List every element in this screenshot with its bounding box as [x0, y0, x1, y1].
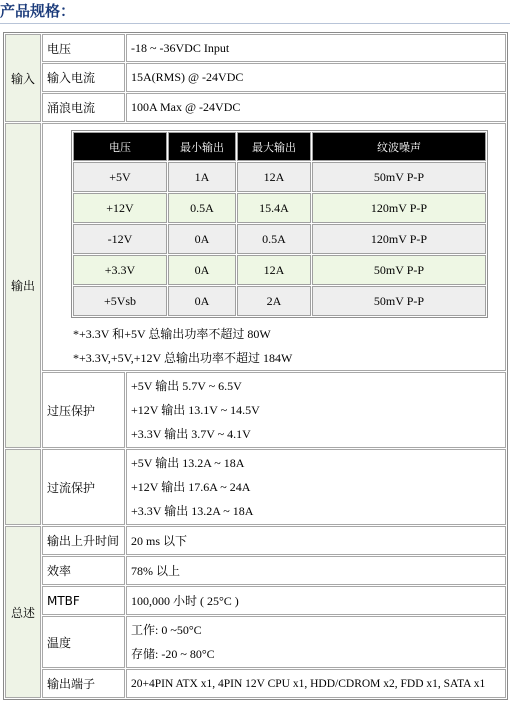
col-header-voltage: 电压	[73, 132, 167, 161]
output-note: *+3.3V 和+5V 总输出功率不超过 80W	[73, 327, 271, 341]
section-general: 总述	[5, 526, 41, 698]
output-row	[73, 255, 486, 285]
spec-label: 输出上升时间	[42, 526, 125, 555]
spec-value: 100,000 小时 ( 25°C )	[126, 586, 506, 615]
ocp-line: +5V 输出 13.2A ~ 18A	[131, 456, 245, 470]
temp-line: 工作: 0 ~50°C	[131, 623, 202, 637]
section-ocp-blank	[5, 449, 41, 525]
spec-value: 20+4PIN ATX x1, 4PIN 12V CPU x1, HDD/CDROM x2, FDD x1, SATA x1	[126, 669, 506, 698]
output-header-row	[73, 132, 486, 161]
spec-label: 涌浪电流	[42, 93, 125, 122]
output-cell: +5Vsb	[73, 286, 167, 316]
spec-label: 输出端子	[42, 669, 125, 698]
spec-row	[5, 372, 506, 448]
section-input: 输入	[5, 34, 41, 122]
output-cell: +3.3V	[73, 255, 167, 285]
output-cell: -12V	[73, 224, 167, 254]
output-cell: 50mV P-P	[312, 286, 486, 316]
spec-row	[5, 449, 506, 525]
output-row	[73, 162, 486, 192]
spec-label: 电压	[42, 34, 125, 62]
output-cell: 50mV P-P	[312, 255, 486, 285]
spec-label: 输入电流	[42, 63, 125, 92]
section-output: 输出	[5, 123, 41, 448]
temp-line: 存储: -20 ~ 80°C	[131, 647, 215, 661]
output-table-cell	[42, 123, 506, 371]
spec-row	[5, 669, 506, 698]
output-cell: 0.5A	[168, 193, 236, 223]
col-header-max: 最大输出	[237, 132, 311, 161]
spec-row	[5, 93, 506, 122]
spec-label: 过压保护	[42, 372, 125, 448]
spec-label: MTBF	[42, 586, 125, 615]
ocp-line: +3.3V 输出 13.2A ~ 18A	[131, 504, 254, 518]
col-header-min: 最小输出	[168, 132, 236, 161]
spec-value: 100A Max @ -24VDC	[126, 93, 506, 122]
ovp-line: +3.3V 输出 3.7V ~ 4.1V	[131, 427, 251, 441]
spec-label: 温度	[42, 616, 125, 668]
spec-value	[126, 372, 506, 448]
output-notes	[73, 322, 505, 370]
spec-label: 过流保护	[42, 449, 125, 525]
spec-table	[3, 32, 508, 700]
page-title: 产品规格：	[0, 2, 76, 20]
output-cell: 1A	[168, 162, 236, 192]
output-cell: 12A	[237, 162, 311, 192]
output-cell: 0.5A	[237, 224, 311, 254]
output-cell: 120mV P-P	[312, 224, 486, 254]
output-cell: 0A	[168, 255, 236, 285]
col-header-ripple: 纹波噪声	[312, 132, 486, 161]
output-cell: +12V	[73, 193, 167, 223]
output-cell: 50mV P-P	[312, 162, 486, 192]
output-cell: 15.4A	[237, 193, 311, 223]
output-cell: 120mV P-P	[312, 193, 486, 223]
spec-value: 78% 以上	[126, 556, 506, 585]
spec-row	[5, 123, 506, 371]
spec-value	[126, 449, 506, 525]
spec-row	[5, 586, 506, 615]
spec-row	[5, 616, 506, 668]
output-cell: 2A	[237, 286, 311, 316]
spec-label: 效率	[42, 556, 125, 585]
spec-value: 15A(RMS) @ -24VDC	[126, 63, 506, 92]
output-row	[73, 224, 486, 254]
ocp-line: +12V 输出 17.6A ~ 24A	[131, 480, 251, 494]
output-cell: 0A	[168, 224, 236, 254]
output-note: *+3.3V,+5V,+12V 总输出功率不超过 184W	[73, 351, 293, 365]
spec-value: 20 ms 以下	[126, 526, 506, 555]
title-divider	[0, 23, 510, 24]
output-cell: 12A	[237, 255, 311, 285]
spec-row	[5, 63, 506, 92]
ovp-line: +5V 输出 5.7V ~ 6.5V	[131, 379, 242, 393]
output-row	[73, 193, 486, 223]
spec-row	[5, 526, 506, 555]
spec-row	[5, 556, 506, 585]
output-cell: 0A	[168, 286, 236, 316]
ovp-line: +12V 输出 13.1V ~ 14.5V	[131, 403, 260, 417]
output-cell: +5V	[73, 162, 167, 192]
output-row	[73, 286, 486, 316]
spec-row	[5, 34, 506, 62]
spec-value: -18 ~ -36VDC Input	[126, 34, 506, 62]
spec-value	[126, 616, 506, 668]
output-table	[71, 130, 488, 318]
